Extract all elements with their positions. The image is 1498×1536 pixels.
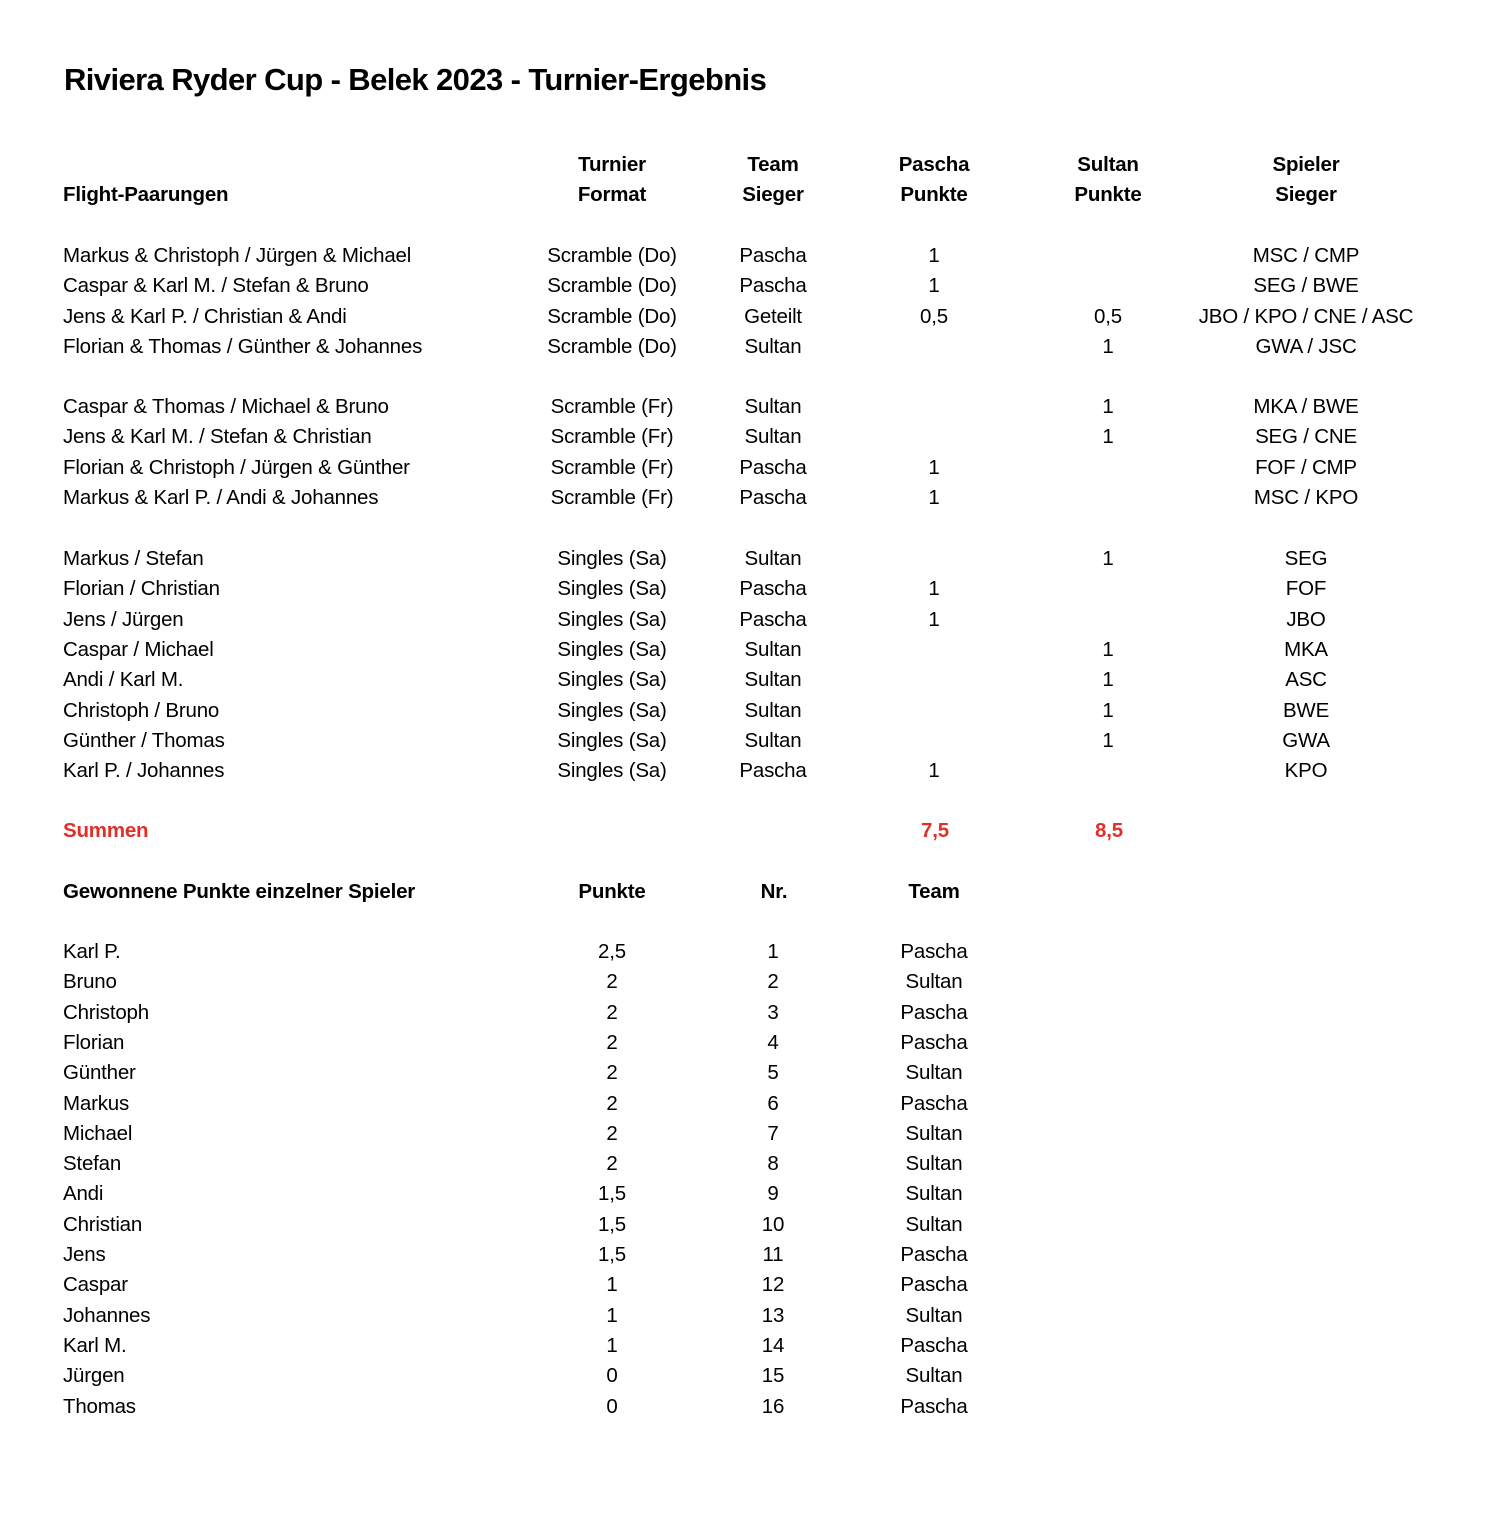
match-format: Scramble (Fr) bbox=[550, 485, 674, 509]
match-pairing: Caspar & Thomas / Michael & Bruno bbox=[63, 395, 389, 418]
match-team-winner: Sultan bbox=[744, 698, 802, 722]
ranking-player-name: Stefan bbox=[63, 1152, 122, 1176]
match-team-winner: Geteilt bbox=[744, 304, 802, 328]
ranking-number: 5 bbox=[767, 1061, 779, 1085]
ranking-team: Pascha bbox=[900, 1333, 968, 1357]
match-pairing: Florian & Christoph / Jürgen & Günther bbox=[63, 455, 410, 479]
ranking-points: 1,5 bbox=[598, 1182, 626, 1206]
ranking-header-points: Punkte bbox=[578, 880, 646, 903]
ranking-title: Gewonnene Punkte einzelner Spieler bbox=[63, 880, 416, 903]
ranking-number: 14 bbox=[761, 1333, 785, 1357]
header-team-line1: Team bbox=[747, 153, 799, 176]
match-player-winners: SEG bbox=[1284, 547, 1328, 570]
match-pascha-points: 1 bbox=[928, 274, 940, 298]
match-format: Scramble (Do) bbox=[547, 304, 677, 328]
ranking-team: Sultan bbox=[905, 970, 963, 994]
ranking-number: 12 bbox=[761, 1273, 785, 1297]
ranking-points: 1,5 bbox=[598, 1212, 626, 1236]
match-sultan-points: 1 bbox=[1102, 395, 1114, 418]
ranking-player-name: Caspar bbox=[63, 1273, 128, 1297]
ranking-player-name: Johannes bbox=[63, 1303, 151, 1327]
match-pairing: Caspar / Michael bbox=[63, 637, 214, 661]
match-player-winners: SEG / CNE bbox=[1255, 425, 1357, 449]
header-sultan-line2: Punkte bbox=[1074, 183, 1142, 206]
header-team-line2: Sieger bbox=[742, 183, 804, 206]
match-player-winners: MKA / BWE bbox=[1253, 395, 1359, 418]
ranking-points: 0 bbox=[606, 1364, 618, 1388]
match-pairing: Jens & Karl M. / Stefan & Christian bbox=[63, 425, 372, 449]
ranking-points: 2 bbox=[606, 1030, 618, 1054]
match-player-winners: MKA bbox=[1284, 637, 1328, 661]
match-pairing: Caspar & Karl M. / Stefan & Bruno bbox=[63, 274, 369, 298]
ranking-player-name: Günther bbox=[63, 1061, 136, 1085]
match-team-winner: Pascha bbox=[739, 607, 807, 631]
ranking-points: 2 bbox=[606, 1000, 618, 1024]
header-player-line1: Spieler bbox=[1272, 153, 1340, 176]
ranking-player-name: Christoph bbox=[63, 1000, 149, 1024]
sums-label: Summen bbox=[63, 819, 149, 842]
ranking-team: Pascha bbox=[900, 1000, 968, 1024]
match-format: Singles (Sa) bbox=[557, 668, 667, 692]
match-format: Scramble (Fr) bbox=[550, 395, 674, 418]
match-format: Scramble (Do) bbox=[547, 244, 677, 267]
ranking-points: 1 bbox=[606, 1273, 618, 1297]
match-format: Singles (Sa) bbox=[557, 637, 667, 661]
match-player-winners: BWE bbox=[1282, 698, 1330, 722]
match-sultan-points: 1 bbox=[1102, 668, 1114, 692]
ranking-number: 1 bbox=[767, 940, 779, 963]
match-format: Scramble (Do) bbox=[547, 334, 677, 358]
match-pairing: Günther / Thomas bbox=[63, 728, 225, 752]
match-player-winners: JBO / KPO / CNE / ASC bbox=[1198, 304, 1414, 328]
ranking-player-name: Christian bbox=[63, 1212, 143, 1236]
match-sultan-points: 1 bbox=[1102, 334, 1114, 358]
match-player-winners: KPO bbox=[1284, 759, 1328, 783]
match-format: Singles (Sa) bbox=[557, 607, 667, 631]
match-pairing: Jens & Karl P. / Christian & Andi bbox=[63, 304, 347, 328]
ranking-team: Pascha bbox=[900, 1273, 968, 1297]
match-team-winner: Sultan bbox=[744, 334, 802, 358]
ranking-team: Pascha bbox=[900, 940, 968, 963]
ranking-player-name: Karl P. bbox=[63, 940, 121, 963]
ranking-number: 15 bbox=[761, 1364, 785, 1388]
match-pascha-points: 1 bbox=[928, 577, 940, 601]
ranking-number: 9 bbox=[767, 1182, 779, 1206]
match-team-winner: Sultan bbox=[744, 668, 802, 692]
match-format: Singles (Sa) bbox=[557, 759, 667, 783]
ranking-points: 2 bbox=[606, 1091, 618, 1115]
header-format-line2: Format bbox=[577, 183, 647, 206]
sums-pascha: 7,5 bbox=[921, 819, 949, 842]
match-pascha-points: 0,5 bbox=[920, 304, 948, 328]
match-sultan-points: 1 bbox=[1102, 728, 1114, 752]
ranking-player-name: Michael bbox=[63, 1121, 133, 1145]
ranking-team: Sultan bbox=[905, 1364, 963, 1388]
ranking-number: 8 bbox=[767, 1152, 779, 1176]
ranking-header-team: Team bbox=[908, 880, 960, 903]
ranking-player-name: Florian bbox=[63, 1030, 125, 1054]
match-team-winner: Pascha bbox=[739, 244, 807, 267]
header-player-line2: Sieger bbox=[1275, 183, 1337, 206]
ranking-player-name: Karl M. bbox=[63, 1333, 127, 1357]
match-pairing: Markus / Stefan bbox=[63, 547, 204, 570]
match-pascha-points: 1 bbox=[928, 455, 940, 479]
ranking-player-name: Thomas bbox=[63, 1394, 136, 1418]
match-player-winners: MSC / KPO bbox=[1253, 485, 1359, 509]
match-pairing: Christoph / Bruno bbox=[63, 698, 220, 722]
ranking-number: 2 bbox=[767, 970, 779, 994]
ranking-player-name: Markus bbox=[63, 1091, 130, 1115]
ranking-points: 2 bbox=[606, 1061, 618, 1085]
ranking-team: Pascha bbox=[900, 1394, 968, 1418]
match-team-winner: Pascha bbox=[739, 455, 807, 479]
sums-sultan: 8,5 bbox=[1095, 819, 1123, 842]
header-sultan-line1: Sultan bbox=[1077, 153, 1139, 176]
match-pairing: Florian / Christian bbox=[63, 577, 220, 601]
ranking-number: 7 bbox=[767, 1121, 779, 1145]
ranking-points: 2 bbox=[606, 970, 618, 994]
match-team-winner: Pascha bbox=[739, 577, 807, 601]
header-pascha-line1: Pascha bbox=[898, 153, 970, 176]
match-player-winners: GWA / JSC bbox=[1255, 334, 1357, 358]
match-pairing: Markus & Karl P. / Andi & Johannes bbox=[63, 485, 379, 509]
ranking-number: 4 bbox=[767, 1030, 779, 1054]
ranking-team: Sultan bbox=[905, 1121, 963, 1145]
match-player-winners: FOF / CMP bbox=[1255, 455, 1357, 479]
ranking-points: 2,5 bbox=[598, 940, 626, 963]
match-team-winner: Sultan bbox=[744, 395, 802, 418]
match-team-winner: Sultan bbox=[744, 425, 802, 449]
match-player-winners: GWA bbox=[1282, 728, 1330, 752]
match-pairing: Florian & Thomas / Günther & Johannes bbox=[63, 334, 423, 358]
ranking-points: 0 bbox=[606, 1394, 618, 1418]
match-pascha-points: 1 bbox=[928, 607, 940, 631]
match-sultan-points: 0,5 bbox=[1094, 304, 1122, 328]
ranking-points: 2 bbox=[606, 1121, 618, 1145]
header-pascha-line2: Punkte bbox=[900, 183, 968, 206]
ranking-player-name: Andi bbox=[63, 1182, 104, 1206]
ranking-team: Sultan bbox=[905, 1061, 963, 1085]
match-pascha-points: 1 bbox=[928, 759, 940, 783]
match-pairing: Markus & Christoph / Jürgen & Michael bbox=[63, 244, 412, 267]
match-format: Scramble (Fr) bbox=[550, 455, 674, 479]
ranking-header-nr: Nr. bbox=[760, 880, 788, 903]
ranking-team: Pascha bbox=[900, 1030, 968, 1054]
match-pairing: Andi / Karl M. bbox=[63, 668, 184, 692]
match-team-winner: Pascha bbox=[739, 759, 807, 783]
ranking-number: 16 bbox=[761, 1394, 785, 1418]
match-sultan-points: 1 bbox=[1102, 637, 1114, 661]
match-format: Scramble (Fr) bbox=[550, 425, 674, 449]
match-team-winner: Sultan bbox=[744, 728, 802, 752]
match-sultan-points: 1 bbox=[1102, 425, 1114, 449]
match-team-winner: Pascha bbox=[739, 485, 807, 509]
ranking-number: 10 bbox=[761, 1212, 785, 1236]
ranking-team: Sultan bbox=[905, 1303, 963, 1327]
ranking-number: 6 bbox=[767, 1091, 779, 1115]
match-player-winners: JBO bbox=[1286, 607, 1326, 631]
match-player-winners: FOF bbox=[1285, 577, 1327, 601]
ranking-number: 13 bbox=[761, 1303, 785, 1327]
ranking-team: Sultan bbox=[905, 1152, 963, 1176]
match-sultan-points: 1 bbox=[1102, 547, 1114, 570]
match-player-winners: MSC / CMP bbox=[1252, 244, 1360, 267]
ranking-player-name: Jürgen bbox=[63, 1364, 125, 1388]
ranking-points: 1 bbox=[606, 1333, 618, 1357]
match-team-winner: Sultan bbox=[744, 547, 802, 570]
ranking-team: Pascha bbox=[900, 1091, 968, 1115]
match-pascha-points: 1 bbox=[928, 485, 940, 509]
match-pairing: Jens / Jürgen bbox=[63, 607, 184, 631]
match-team-winner: Sultan bbox=[744, 637, 802, 661]
ranking-number: 11 bbox=[762, 1243, 784, 1266]
match-format: Singles (Sa) bbox=[557, 547, 667, 570]
ranking-number: 3 bbox=[767, 1000, 779, 1024]
ranking-points: 2 bbox=[606, 1152, 618, 1176]
match-pairing: Karl P. / Johannes bbox=[63, 759, 225, 783]
match-format: Singles (Sa) bbox=[557, 728, 667, 752]
match-player-winners: SEG / BWE bbox=[1253, 274, 1359, 298]
match-pascha-points: 1 bbox=[928, 244, 940, 267]
ranking-team: Pascha bbox=[900, 1243, 968, 1266]
header-format-line1: Turnier bbox=[578, 153, 646, 176]
match-format: Singles (Sa) bbox=[557, 577, 667, 601]
ranking-team: Sultan bbox=[905, 1212, 963, 1236]
match-format: Scramble (Do) bbox=[547, 274, 677, 298]
ranking-team: Sultan bbox=[905, 1182, 963, 1206]
page-title: Riviera Ryder Cup - Belek 2023 - Turnier-Ergebnis bbox=[64, 62, 767, 97]
ranking-player-name: Bruno bbox=[63, 970, 117, 994]
match-team-winner: Pascha bbox=[739, 274, 807, 298]
match-player-winners: ASC bbox=[1285, 668, 1327, 692]
header-pairings: Flight-Paarungen bbox=[63, 183, 229, 206]
ranking-points: 1,5 bbox=[598, 1243, 626, 1266]
ranking-player-name: Jens bbox=[63, 1243, 106, 1266]
ranking-points: 1 bbox=[606, 1303, 618, 1327]
match-format: Singles (Sa) bbox=[557, 698, 667, 722]
match-sultan-points: 1 bbox=[1102, 698, 1114, 722]
